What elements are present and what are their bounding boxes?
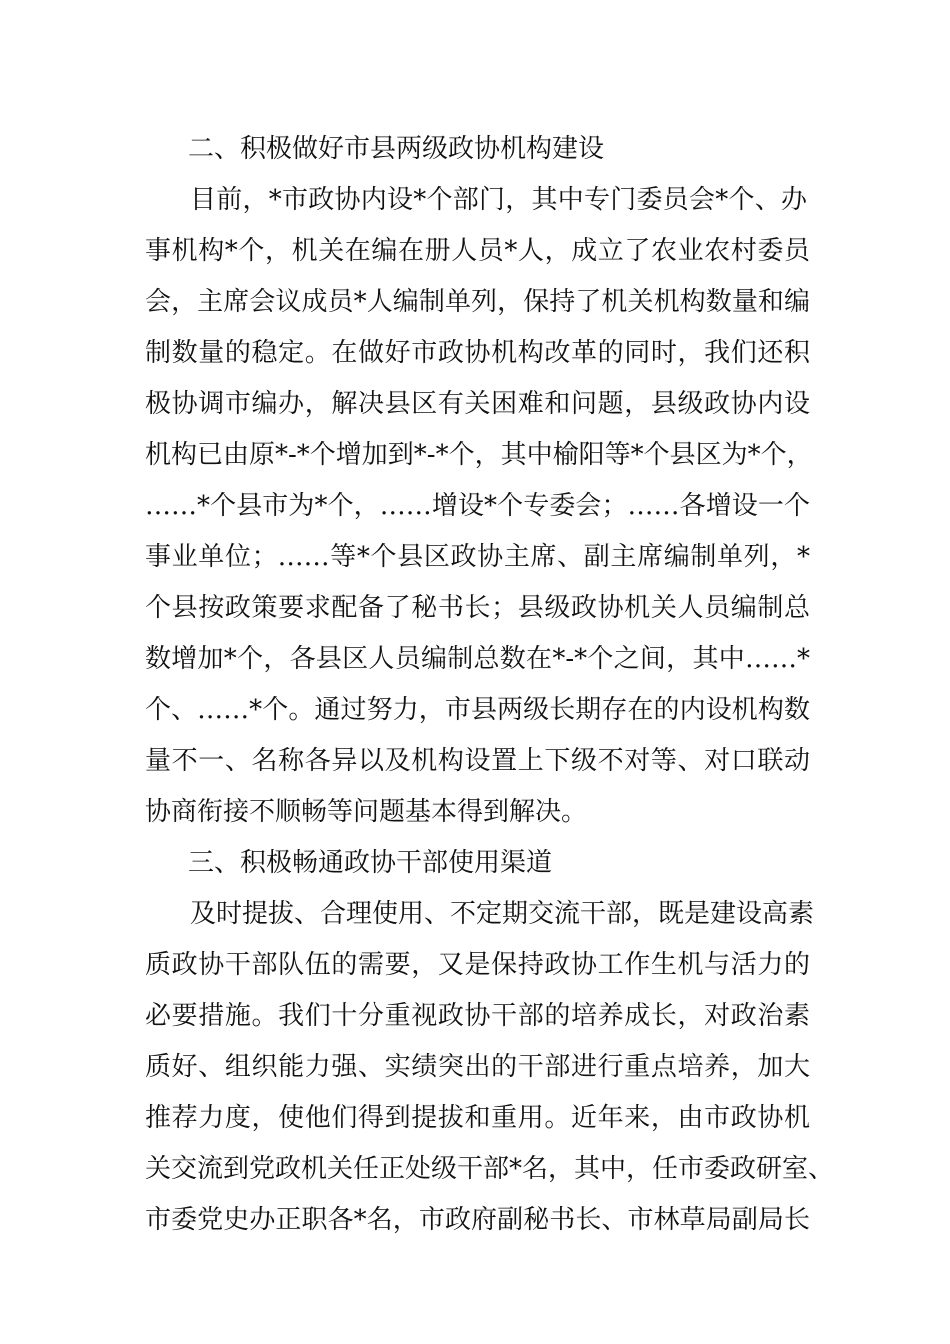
paragraph-2-line: 质好、组织能力强、实绩突出的干部进行重点培养，加大 (145, 1052, 810, 1082)
paragraph-1-line: 制数量的稳定。在做好市政协机构改革的同时，我们还积 (145, 338, 810, 368)
paragraph-2-line: 市委党史办正职各*名，市政府副秘书长、市林草局副局长 (145, 1205, 810, 1235)
paragraph-1-line: ……*个县市为*个，……增设*个专委会；……各增设一个 (145, 491, 810, 521)
paragraph-1-line: 事机构*个，机关在编在册人员*人，成立了农业农村委员 (145, 236, 810, 266)
paragraph-2-line: 推荐力度，使他们得到提拔和重用。近年来，由市政协机 (145, 1103, 810, 1133)
section-heading-2: 二、积极做好市县两级政协机构建设 (188, 134, 605, 164)
paragraph-2-line: 必要措施。我们十分重视政协干部的培养成长，对政治素 (145, 1001, 810, 1031)
paragraph-2-line: 关交流到党政机关任正处级干部*名，其中，任市委政研室、 (145, 1154, 835, 1184)
paragraph-1-line: 极协调市编办，解决县区有关困难和问题，县级政协内设 (145, 389, 810, 419)
paragraph-1-line: 量不一、名称各异以及机构设置上下级不对等、对口联动 (145, 746, 810, 776)
paragraph-1-line: 事业单位；……等*个县区政协主席、副主席编制单列，* (145, 542, 810, 572)
paragraph-1-line: 协商衔接不顺畅等问题基本得到解决。 (145, 797, 588, 827)
paragraph-1-line: 数增加*个，各县区人员编制总数在*-*个之间，其中……* (145, 644, 810, 674)
paragraph-1-line: 机构已由原*-*个增加到*-*个，其中榆阳等*个县区为*个， (145, 440, 813, 470)
section-heading-3: 三、积极畅通政协干部使用渠道 (188, 848, 553, 878)
paragraph-1-line: 个、……*个。通过努力，市县两级长期存在的内设机构数 (145, 695, 810, 725)
paragraph-2-line: 质政协干部队伍的需要，又是保持政协工作生机与活力的 (145, 950, 810, 980)
paragraph-2-line: 及时提拔、合理使用、不定期交流干部，既是建设高素 (190, 899, 815, 929)
paragraph-1-line: 目前，*市政协内设*个部门，其中专门委员会*个、办 (190, 185, 807, 215)
paragraph-1-line: 个县按政策要求配备了秘书长；县级政协机关人员编制总 (145, 593, 810, 623)
paragraph-1-line: 会，主席会议成员*人编制单列，保持了机关机构数量和编 (145, 287, 810, 317)
